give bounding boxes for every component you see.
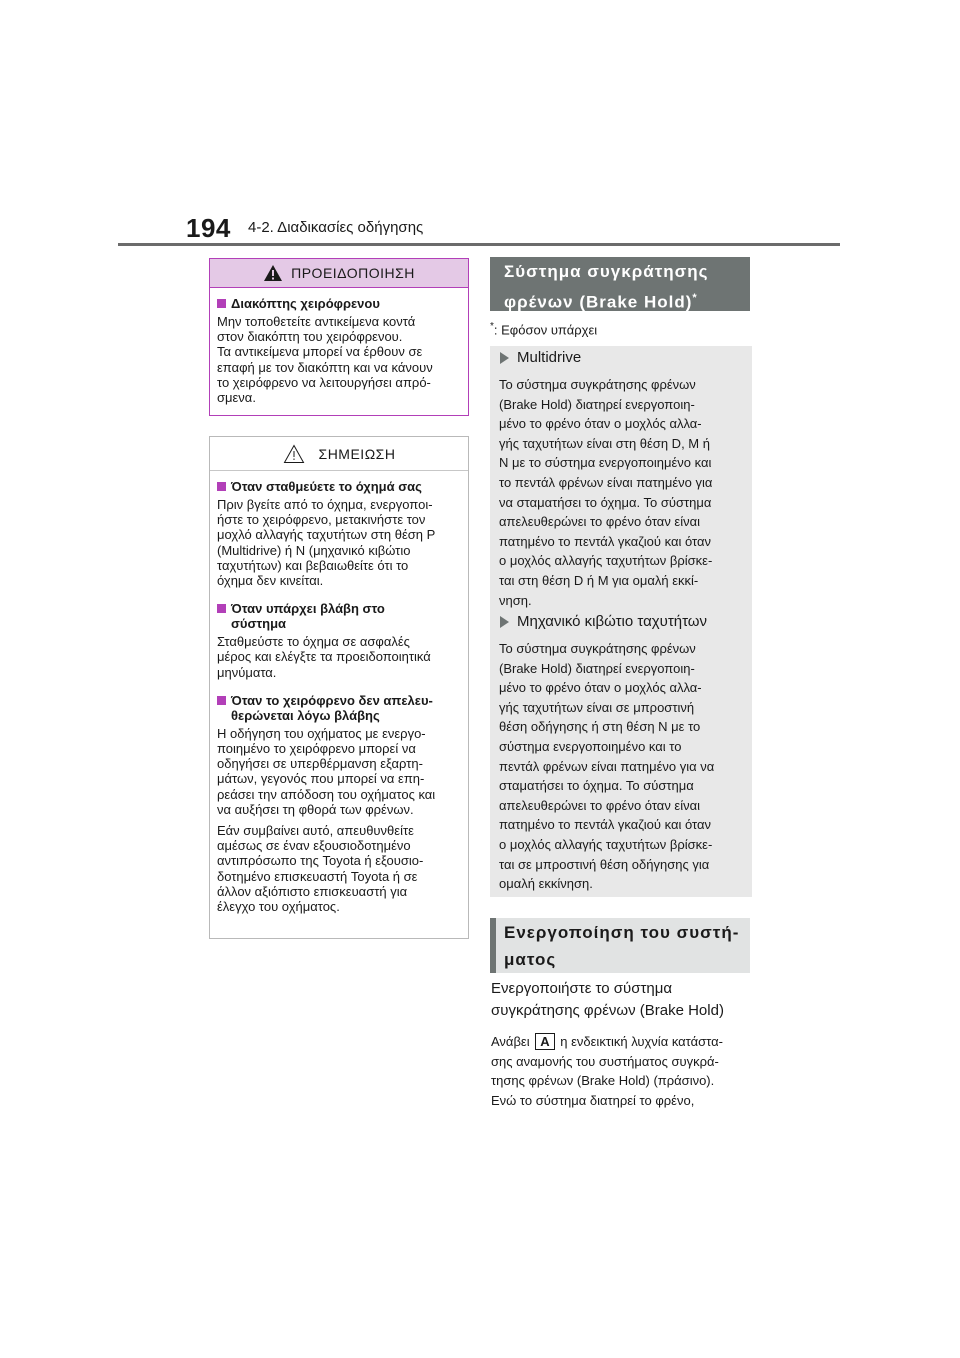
manual-transmission-subheading: Μηχανικό κιβώτιο ταχυτήτων — [500, 613, 707, 630]
note-item-text: Εάν συμβαίνει αυτό, απευθυνθείτε αμέσως σε έναν εξουσιοδοτημένο αντιπρόσωπο της Toyota ή εξουσιο- δοτημένο επισκευαστή Toyota ή σε άλλον αξιόπιστο επισκευαστή για έλεγχο του οχήματος. — [217, 823, 424, 915]
note-item-text: Η οδήγηση του οχήματος με ενεργο- ποιημένο το χειρόφρενο μπορεί να οδηγήσει σε υπερθέρμανση εξαρτη- μάτων, γεγονός που μπορεί να επη- ρεάσει την απόδοση του οχήματος και να αυξήσει τη φθορά των φρένων. — [217, 725, 436, 817]
note-box — [209, 436, 469, 939]
activation-text: Ανάβει A η ενδεικτική λυχνία κατάστα- σης αναμονής του συστήματος συγκρά- τησης φρένων (Brake Hold) (πράσινο). Ενώ το σύστημα διατηρεί το φρένο, — [491, 1034, 723, 1108]
callout-letter-label: A — [535, 1033, 554, 1050]
triangle-bullet-icon — [500, 352, 509, 364]
section-title: 4-2. Διαδικασίες οδήγησης — [248, 219, 424, 236]
triangle-bullet-icon — [500, 616, 509, 628]
note-item-text: Πριν βγείτε από το όχημα, ενεργοποι- ήστε το χειρόφρενο, μετακινήστε τον μοχλό αλλαγής ταχυτήτων στη θέση P (Multidrive) ή N (μηχανικό κιβώτιο ταχυτήτων) και βεβαιωθείτε ότι το όχημα δεν κινείται. — [217, 497, 436, 589]
page-number: 194 — [186, 213, 231, 243]
bullet-square-icon — [217, 696, 226, 705]
warning-text: Μην τοποθετείτε αντικείμενα κοντά στον διακόπτη του χειρόφρενου. Τα αντικείμενα μπορεί να έρθουν σε επαφή με τον διακόπτη και να κάνουν το χειρόφρενο να λειτουργήσει απρό- σμενα. — [217, 314, 433, 406]
activation-heading: Ενεργοποίηση του συστή- ματος — [490, 918, 750, 973]
caution-triangle-icon — [283, 444, 305, 464]
bullet-square-icon — [217, 299, 226, 308]
activation-intro: Ενεργοποιήστε το σύστημα συγκράτησης φρένων (Brake Hold) — [491, 980, 724, 1019]
note-header — [210, 437, 468, 471]
brake-hold-heading: Σύστημα συγκράτησης φρένων (Brake Hold)* — [490, 257, 750, 311]
note-item-title: Όταν σταθμεύετε το όχημά σας — [217, 479, 458, 494]
multidrive-text: Το σύστημα συγκράτησης φρένων (Brake Hold) διατηρεί ενεργοποιη- μένο το φρένο όταν ο μοχλός αλλα- γής ταχυτήτων είναι στη θέση D, M ή N με το σύστημα ενεργοποιημένο και το πεντάλ φρένων είναι πατημένο για να σταματήσει το όχημα. Το σύστημα απελευθερώνει το φρένο όταν είναι πατημένο το πεντάλ γκαζιού και όταν ο μοχλός αλλαγής ταχυτήτων βρίσκε- ται στη θέση D ή M για ομαλή εκκί- νηση. — [499, 377, 713, 608]
note-label: ΣΗΜΕΙΩΣΗ — [318, 445, 396, 462]
note-item-title: Όταν υπάρχει βλάβη στο σύστημα — [217, 601, 458, 631]
bullet-square-icon — [217, 604, 226, 613]
warning-header — [210, 259, 468, 288]
warning-box — [209, 258, 469, 416]
note-item-title: Όταν το χειρόφρενο δεν απελευ- θερώνεται λόγω βλάβης — [217, 693, 458, 723]
footnote: *: Εφόσον υπάρχει — [490, 321, 598, 338]
warning-item-title: Διακόπτης χειρόφρενου — [217, 296, 458, 311]
manual-transmission-text: Το σύστημα συγκράτησης φρένων (Brake Hold) διατηρεί ενεργοποιη- μένο το φρένο όταν ο μοχλός αλλα- γής ταχυτήτων είναι σε μπροστινή θέση οδήγησης ή στη θέση N με το σύστημα ενεργοποιημένο και το πεντάλ φρένων είναι πατημένο για να σταματήσει το όχημα. Το σύστημα απελευθερώνει το φρένο όταν είναι πατημένο το πεντάλ γκαζιού και όταν ο μοχλός αλλαγής ταχυτήτων βρίσκε- ται σε μπροστινή θέση οδήγησης για ομαλή εκκίνηση. — [499, 641, 715, 892]
multidrive-subheading: Multidrive — [500, 349, 581, 366]
header-rule — [118, 243, 840, 246]
warning-label: ΠΡΟΕΙΔΟΠΟΙΗΣΗ — [291, 265, 415, 281]
warning-triangle-icon — [263, 264, 283, 282]
bullet-square-icon — [217, 482, 226, 491]
note-item-text: Σταθμεύστε το όχημα σε ασφαλές μέρος και ελέγξτε τα προειδοποιητικά μηνύματα. — [217, 634, 431, 680]
